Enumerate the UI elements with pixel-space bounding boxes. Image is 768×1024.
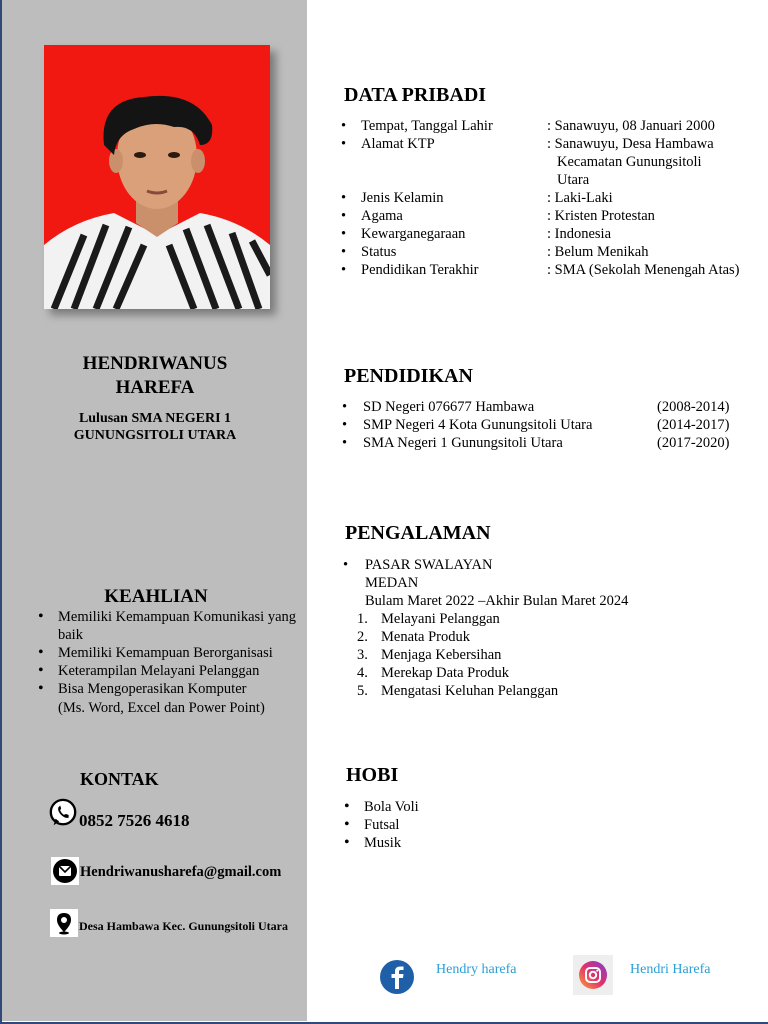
personal-row: • Status : Belum Menikah [341,244,649,260]
education-years: (2017-2020) [657,435,730,451]
hobby-item: • Bola Voli [342,798,542,816]
experience-block [343,556,763,700]
instagram-link[interactable]: Hendri Harefa [630,962,711,977]
skills-title: KEAHLIAN [104,586,208,607]
personal-label: Tempat, Tanggal Lahir [361,118,493,134]
personal-label: Agama [361,208,403,224]
task-item [357,628,763,646]
profile-name [30,352,280,400]
subtitle-line-1: Lulusan SMA NEGERI 1 [78,411,232,426]
experience-title: PENGALAMAN [345,522,491,544]
personal-label: Status [361,244,397,260]
education-item: • SMP Negeri 4 Kota Gunungsitoli Utara (2014-2017) [342,417,730,433]
personal-row: • Tempat, Tanggal Lahir : Sanawuyu, 08 Januari 2000 [341,118,715,134]
mail-icon [50,856,80,886]
personal-value: : SMA (Sekolah Menengah Atas) [547,262,740,278]
task-item [357,682,763,700]
personal-value: : Belum Menikah [547,244,649,260]
contact-title: KONTAK [80,769,159,789]
instagram-icon[interactable] [573,955,613,995]
task-text: Melayani Pelanggan [381,611,500,627]
experience-place: • PASAR SWALAYAN MEDAN Bulam Maret 2022 –Akhir Bulan Maret 2024 [343,556,763,610]
personal-label: Pendidikan Terakhir [361,262,479,278]
personal-label: Jenis Kelamin [361,190,444,206]
task-text: Menjaga Kebersihan [381,647,502,663]
education-item: • SD Negeri 076677 Hambawa (2008-2014) [342,399,730,415]
task-item [357,646,763,664]
task-number: 4. [357,665,368,681]
experience-place-line-1: PASAR SWALAYAN [365,557,493,573]
hobby-item: • Futsal [342,816,542,834]
name-line-1: HENDRIWANUS [82,353,228,374]
task-text: Mengatasi Keluhan Pelanggan [381,683,559,699]
task-number: 5. [357,683,368,699]
education-list [342,398,762,452]
task-number: 1. [357,611,368,627]
personal-value: : Sanawuyu, 08 Januari 2000 [547,118,715,134]
personal-value-cont: Utara [557,172,590,188]
profile-subtitle [30,410,280,444]
name-line-2: HAREFA [115,377,195,398]
skill-item: • Bisa Mengoperasikan Komputer [36,680,298,698]
hobbies-list [342,798,542,852]
personal-row: • Jenis Kelamin : Laki-Laki [341,190,613,206]
experience-period: Bulam Maret 2022 –Akhir Bulan Maret 2024 [365,593,629,609]
personal-value: : Sanawuyu, Desa Hambawa [547,136,714,152]
task-text: Menata Produk [381,629,470,645]
skill-item: • Memiliki Kemampuan Berorganisasi [36,644,298,662]
personal-label: Alamat KTP [361,136,435,152]
personal-row: • Kewarganegaraan : Indonesia [341,226,612,242]
personal-row-cont [341,171,766,189]
task-text: Merekap Data Produk [381,665,510,681]
contact-address: Desa Hambawa Kec. Gunungsitoli Utara [79,919,289,933]
hobbies-title: HOBI [346,764,399,786]
education-title: PENDIDIKAN [344,365,473,387]
contact-phone[interactable]: 0852 7526 4618 [79,811,190,830]
personal-row: • Alamat KTP : Sanawuyu, Desa Hambawa [341,136,714,152]
personal-row: • Agama : Kristen Protestan [341,208,655,224]
personal-row-cont [341,153,766,171]
facebook-icon[interactable] [379,959,415,995]
skill-item: • Keterampilan Melayani Pelanggan [36,662,298,680]
personal-data-title: DATA PRIBADI [344,84,487,106]
skill-item-extra [36,698,298,717]
education-years: (2014-2017) [657,417,730,433]
facebook-link[interactable]: Hendry harefa [436,962,517,977]
education-school: SMA Negeri 1 Gunungsitoli Utara [363,435,563,451]
subtitle-line-2: GUNUNGSITOLI UTARA [73,428,237,443]
personal-value: : Kristen Protestan [547,208,655,224]
contact-email[interactable]: Hendriwanusharefa@gmail.com [80,864,282,880]
skill-item: • Memiliki Kemampuan Komunikasi yang baik [36,608,298,644]
personal-label: Kewarganegaraan [361,226,466,242]
task-item [357,664,763,682]
hobby-item: • Musik [342,834,542,852]
profile-photo [44,45,270,309]
task-item [357,610,763,628]
personal-value: : Indonesia [547,226,612,242]
education-years: (2008-2014) [657,399,730,415]
education-school: SD Negeri 076677 Hambawa [363,399,535,415]
skill-extra-text: (Ms. Word, Excel dan Power Point) [58,700,265,716]
task-number: 3. [357,647,368,663]
personal-value: : Laki-Laki [547,190,613,206]
task-number: 2. [357,629,368,645]
education-school: SMP Negeri 4 Kota Gunungsitoli Utara [363,417,593,433]
education-item: • SMA Negeri 1 Gunungsitoli Utara (2017-2020) [342,435,730,451]
skills-list [36,608,298,717]
whatsapp-icon [48,798,78,828]
personal-row: • Pendidikan Terakhir : SMA (Sekolah Menengah Atas) [341,262,740,278]
personal-value-cont: Kecamatan Gunungsitoli [557,154,702,170]
experience-place-line-2: MEDAN [365,575,419,591]
location-pin-icon [49,908,79,938]
personal-data-list [341,117,766,279]
experience-tasks [357,610,763,700]
